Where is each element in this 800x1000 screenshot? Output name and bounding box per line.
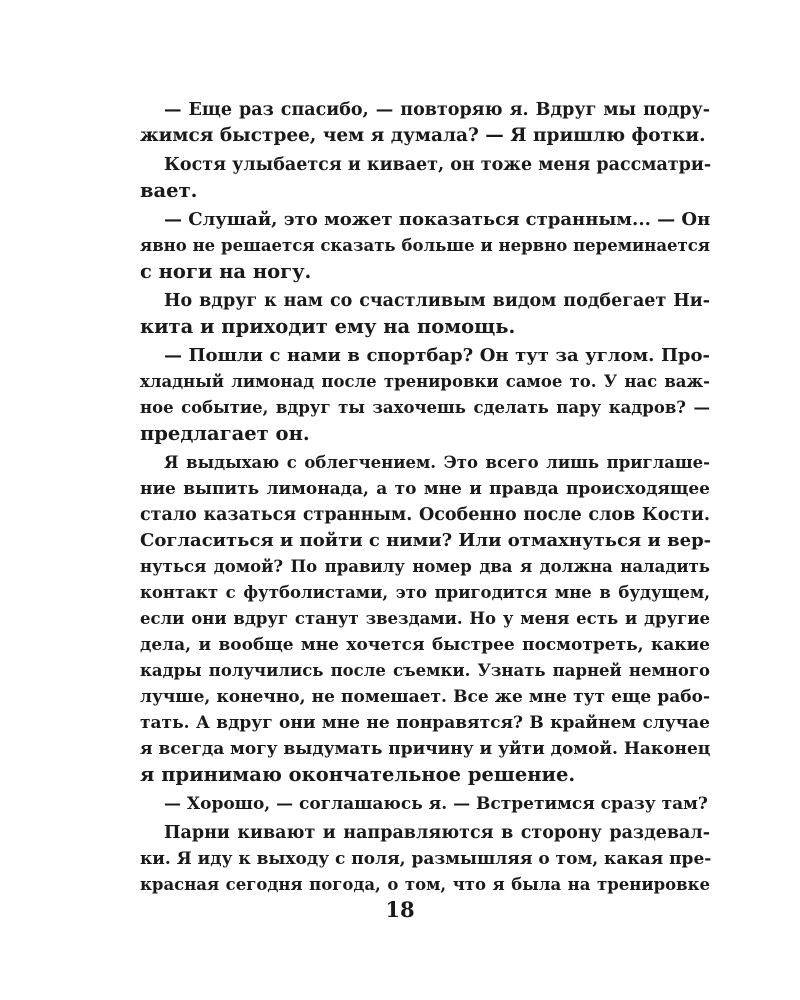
text-line: кита и приходит ему на помощь.	[140, 315, 516, 338]
text-line: явно не решается сказать больше и нервно переминается	[140, 236, 710, 255]
text-line: Парни кивают и направляются в сторону раздевал-	[164, 823, 710, 843]
text-line: если они вдруг станут звездами. Но у меня есть и другие	[140, 609, 710, 628]
text-line: красная сегодня погода, о том, что я была на тренировке	[140, 875, 710, 894]
text-line: тать. А вдруг они мне не понравятся? В крайнем случае	[140, 713, 710, 733]
text-line: — Еще раз спасибо, — повторяю я. Вдруг мы подру-	[164, 100, 710, 120]
text-line: ное событие, вдруг ты захочешь сделать пару кадров? —	[140, 398, 710, 417]
text-line: я всегда могу выдумать причину и уйти домой. Наконец	[140, 739, 711, 759]
text-line: дела, и вообще мне хочется быстрее посмотреть, какие	[140, 635, 710, 655]
text-line: Я выдыхаю с облегчением. Это всего лишь приглаше-	[164, 453, 710, 472]
text-line: я принимаю окончательное решение.	[140, 763, 576, 786]
text-line: Согласиться и пойти с ними? Или отмахнуться и вер-	[140, 530, 712, 551]
text-line: — Пошли с нами в спортбар? Он тут за углом. Про-	[164, 345, 710, 366]
body-text	[140, 97, 710, 898]
text-line: с ноги на ногу.	[140, 260, 312, 283]
text-line: Костя улыбается и кивает, он тоже меня рассматри-	[164, 155, 712, 175]
text-line: лучше, конечно, не помешает. Все же мне тут еще рабо-	[140, 687, 710, 707]
text-line: — Хорошо, — соглашаюсь я. — Встретимся сразу там?	[164, 794, 708, 814]
text-line: стало казаться странным. Особенно после слов Кости.	[140, 505, 710, 525]
text-line: Но вдруг к нам со счастливым видом подбегает Ни-	[164, 291, 710, 311]
text-line: ки. Я иду к выходу с поля, размышляя о том, какая пре-	[140, 849, 712, 869]
text-line: жимся быстрее, чем я думала? — Я пришлю фотки.	[140, 125, 706, 146]
text-line: ние выпить лимонада, а то мне и правда происходящее	[140, 479, 710, 499]
text-line: вает.	[140, 179, 198, 202]
text-line: предлагает он.	[140, 422, 310, 445]
page-number: 18	[385, 897, 415, 922]
text-line: нуться домой? По правилу номер два я должна наладить	[140, 557, 710, 576]
text-line: кадры получились после съемки. Узнать парней немного	[140, 661, 710, 680]
text-line: — Слушай, это может показаться странным... — Он	[164, 209, 711, 230]
text-line: хладный лимонад после тренировки самое то. У нас важ-	[140, 372, 710, 391]
text-line: контакт с футболистами, это пригодится мне в будущем,	[140, 583, 710, 602]
